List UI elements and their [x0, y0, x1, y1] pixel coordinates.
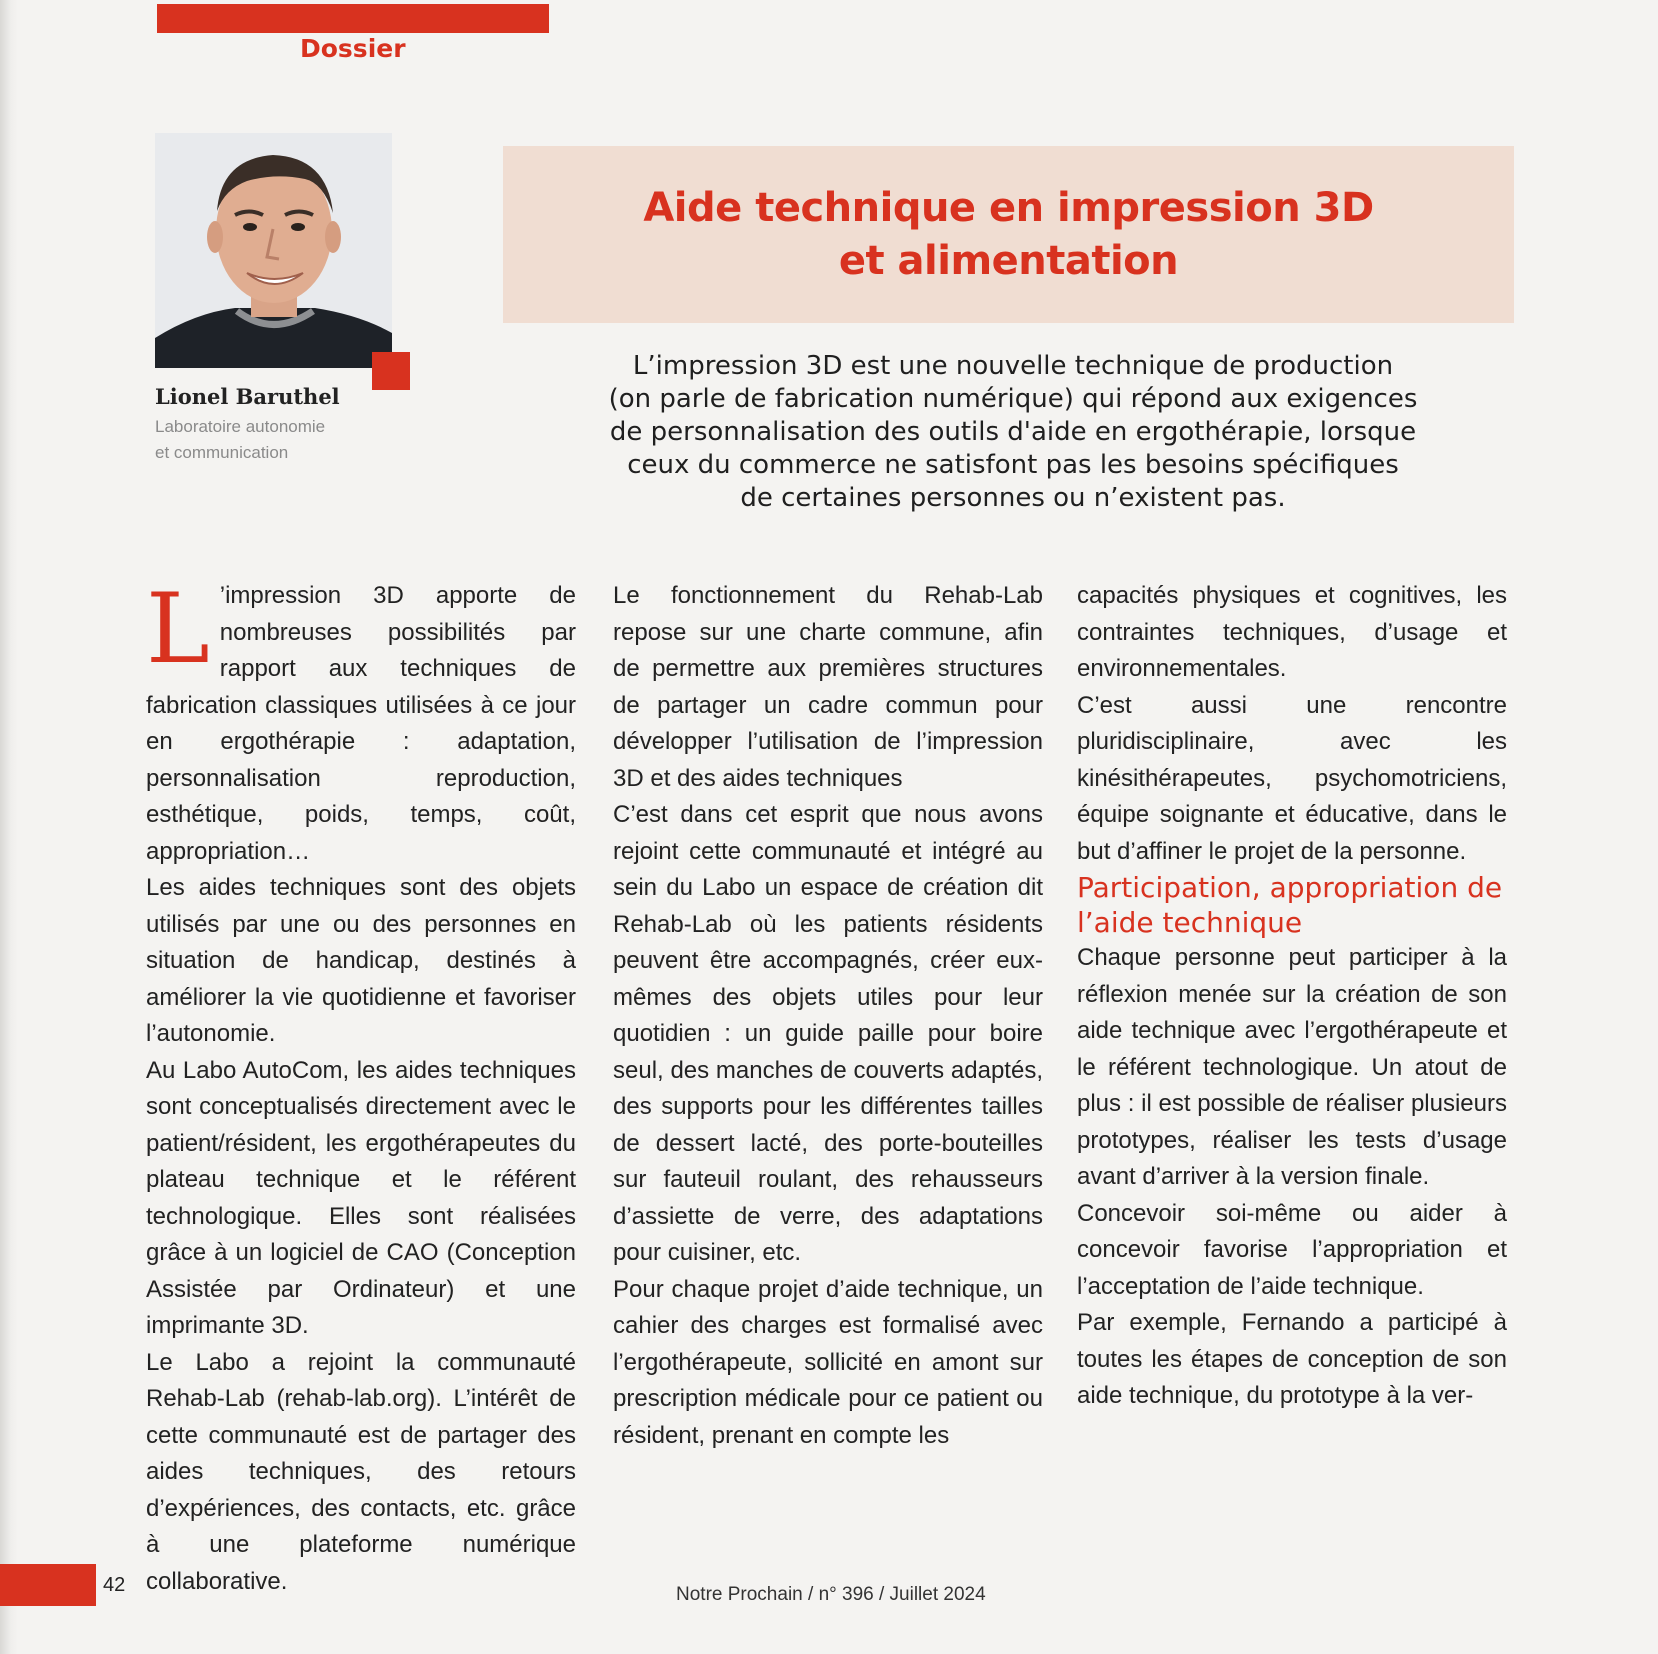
paragraph: C’est aussi une rencontre pluridisciplinaire, avec les kinésithérapeutes, psychomotriciens, équipe soignante et éducative, dans le but d’affiner le projet de la personne.: [1077, 691, 1507, 865]
paragraph: Au Labo AutoCom, les aides techniques sont conceptualisés directement avec le patient/résident, les ergothérapeutes du plateau technique et le référent technologique. Elles sont réalisées grâce à un logiciel de CAO (Conception Assistée par Ordinateur) et une imprimante 3D.: [146, 1056, 576, 1339]
author-affiliation-line: et communication: [155, 443, 289, 462]
article-title-line: Aide technique en impression 3D: [643, 184, 1374, 231]
author-name: Lionel Baruthel: [155, 384, 340, 409]
page-edge: [0, 0, 18, 1654]
footer-color-bar: [0, 1564, 96, 1606]
lead-line: L’impression 3D est une nouvelle technique de production: [632, 351, 1394, 381]
paragraph-text: ’impression 3D apporte de nombreuses possibilités par rapport aux techniques de fabrication classiques utilisées à ce jour en ergothérapie : adaptation, personnalisation reproduction, esthétique, poids, temps, coût, appropriation…: [146, 582, 576, 865]
section-label: Dossier: [300, 34, 406, 63]
paragraph: C’est dans cet esprit que nous avons rejoint cette communauté et intégré au sein du Labo un espace de création dit Rehab-Lab où les patients résidents peuvent être accompagnés, créer eux-mêmes des objets utiles pour leur quotidien : un guide paille pour boire seul, des manches de couverts adaptés, des supports pour les différentes tailles de dessert lacté, des porte-bouteilles sur fauteuil roulant, des rehausseurs d’assiette de verre, des adaptations pour cuisiner, etc.: [613, 801, 1043, 1266]
article-title-line: et alimentation: [838, 237, 1179, 284]
lead-line: de personnalisation des outils d'aide en ergothérapie, lorsque: [609, 417, 1417, 447]
paragraph: Les aides techniques sont des objets utilisés par une ou des personnes en situation de handicap, destinés à améliorer la vie quotidienne et favoriser l’autonomie.: [146, 874, 576, 1047]
lead-line: de certaines personnes ou n’existent pas.: [740, 483, 1286, 513]
page-number: 42: [103, 1574, 126, 1596]
body-column-3: [1077, 578, 1507, 1415]
paragraph: Chaque personne peut participer à la réflexion menée sur la création de son aide technique avec l’ergothérapeute et le référent technologique. Un atout de plus : il est possible de réaliser plusieurs prototypes, réaliser les tests d’usage avant d’arriver à la version finale.: [1077, 944, 1507, 1190]
photo-corner-accent: [372, 352, 410, 390]
paragraph: Par exemple, Fernando a participé à toutes les étapes de conception de son aide technique, du prototype à la ver-: [1077, 1309, 1507, 1409]
paragraph: [146, 573, 576, 870]
subheading: Participation, appropriation de l’aide technique: [1077, 871, 1503, 939]
body-column-1: [146, 573, 576, 1600]
body-column-2: [613, 578, 1043, 1454]
article-lead: [548, 350, 1478, 515]
lead-line: (on parle de fabrication numérique) qui répond aux exigences: [608, 384, 1418, 414]
author-affiliation: [155, 414, 395, 466]
author-photo: [155, 133, 392, 368]
paragraph: Pour chaque projet d’aide technique, un cahier des charges est formalisé avec l’ergothérapeute, sollicité en amont sur prescription médicale pour ce patient ou résident, prenant en compte les: [613, 1275, 1043, 1449]
paragraph: Le fonctionnement du Rehab-Lab repose sur une charte commune, afin de permettre aux premières structures de partager un cadre commun pour développer l’utilisation de l’impression 3D et des aides techniques: [613, 582, 1043, 792]
paragraph: capacités physiques et cognitives, les contraintes techniques, d’usage et environnementales.: [1077, 582, 1507, 682]
publication-footer: Notre Prochain / n° 396 / Juillet 2024: [676, 1584, 986, 1605]
drop-cap: L: [146, 573, 210, 685]
title-box: [503, 146, 1514, 323]
author-affiliation-line: Laboratoire autonomie: [155, 417, 326, 436]
paragraph: Le Labo a rejoint la communauté Rehab-Lab (rehab-lab.org). L’intérêt de cette communauté est de partager des aides techniques, des retours d’expériences, des contacts, etc. grâce à une plateforme numérique collaborative.: [146, 1348, 576, 1595]
paragraph: Concevoir soi-même ou aider à concevoir favorise l’appropriation et l’acceptation de l’aide technique.: [1077, 1199, 1507, 1300]
article-title: [643, 182, 1373, 288]
section-color-bar: [157, 4, 549, 33]
lead-line: ceux du commerce ne satisfont pas les besoins spécifiques: [627, 450, 1399, 480]
